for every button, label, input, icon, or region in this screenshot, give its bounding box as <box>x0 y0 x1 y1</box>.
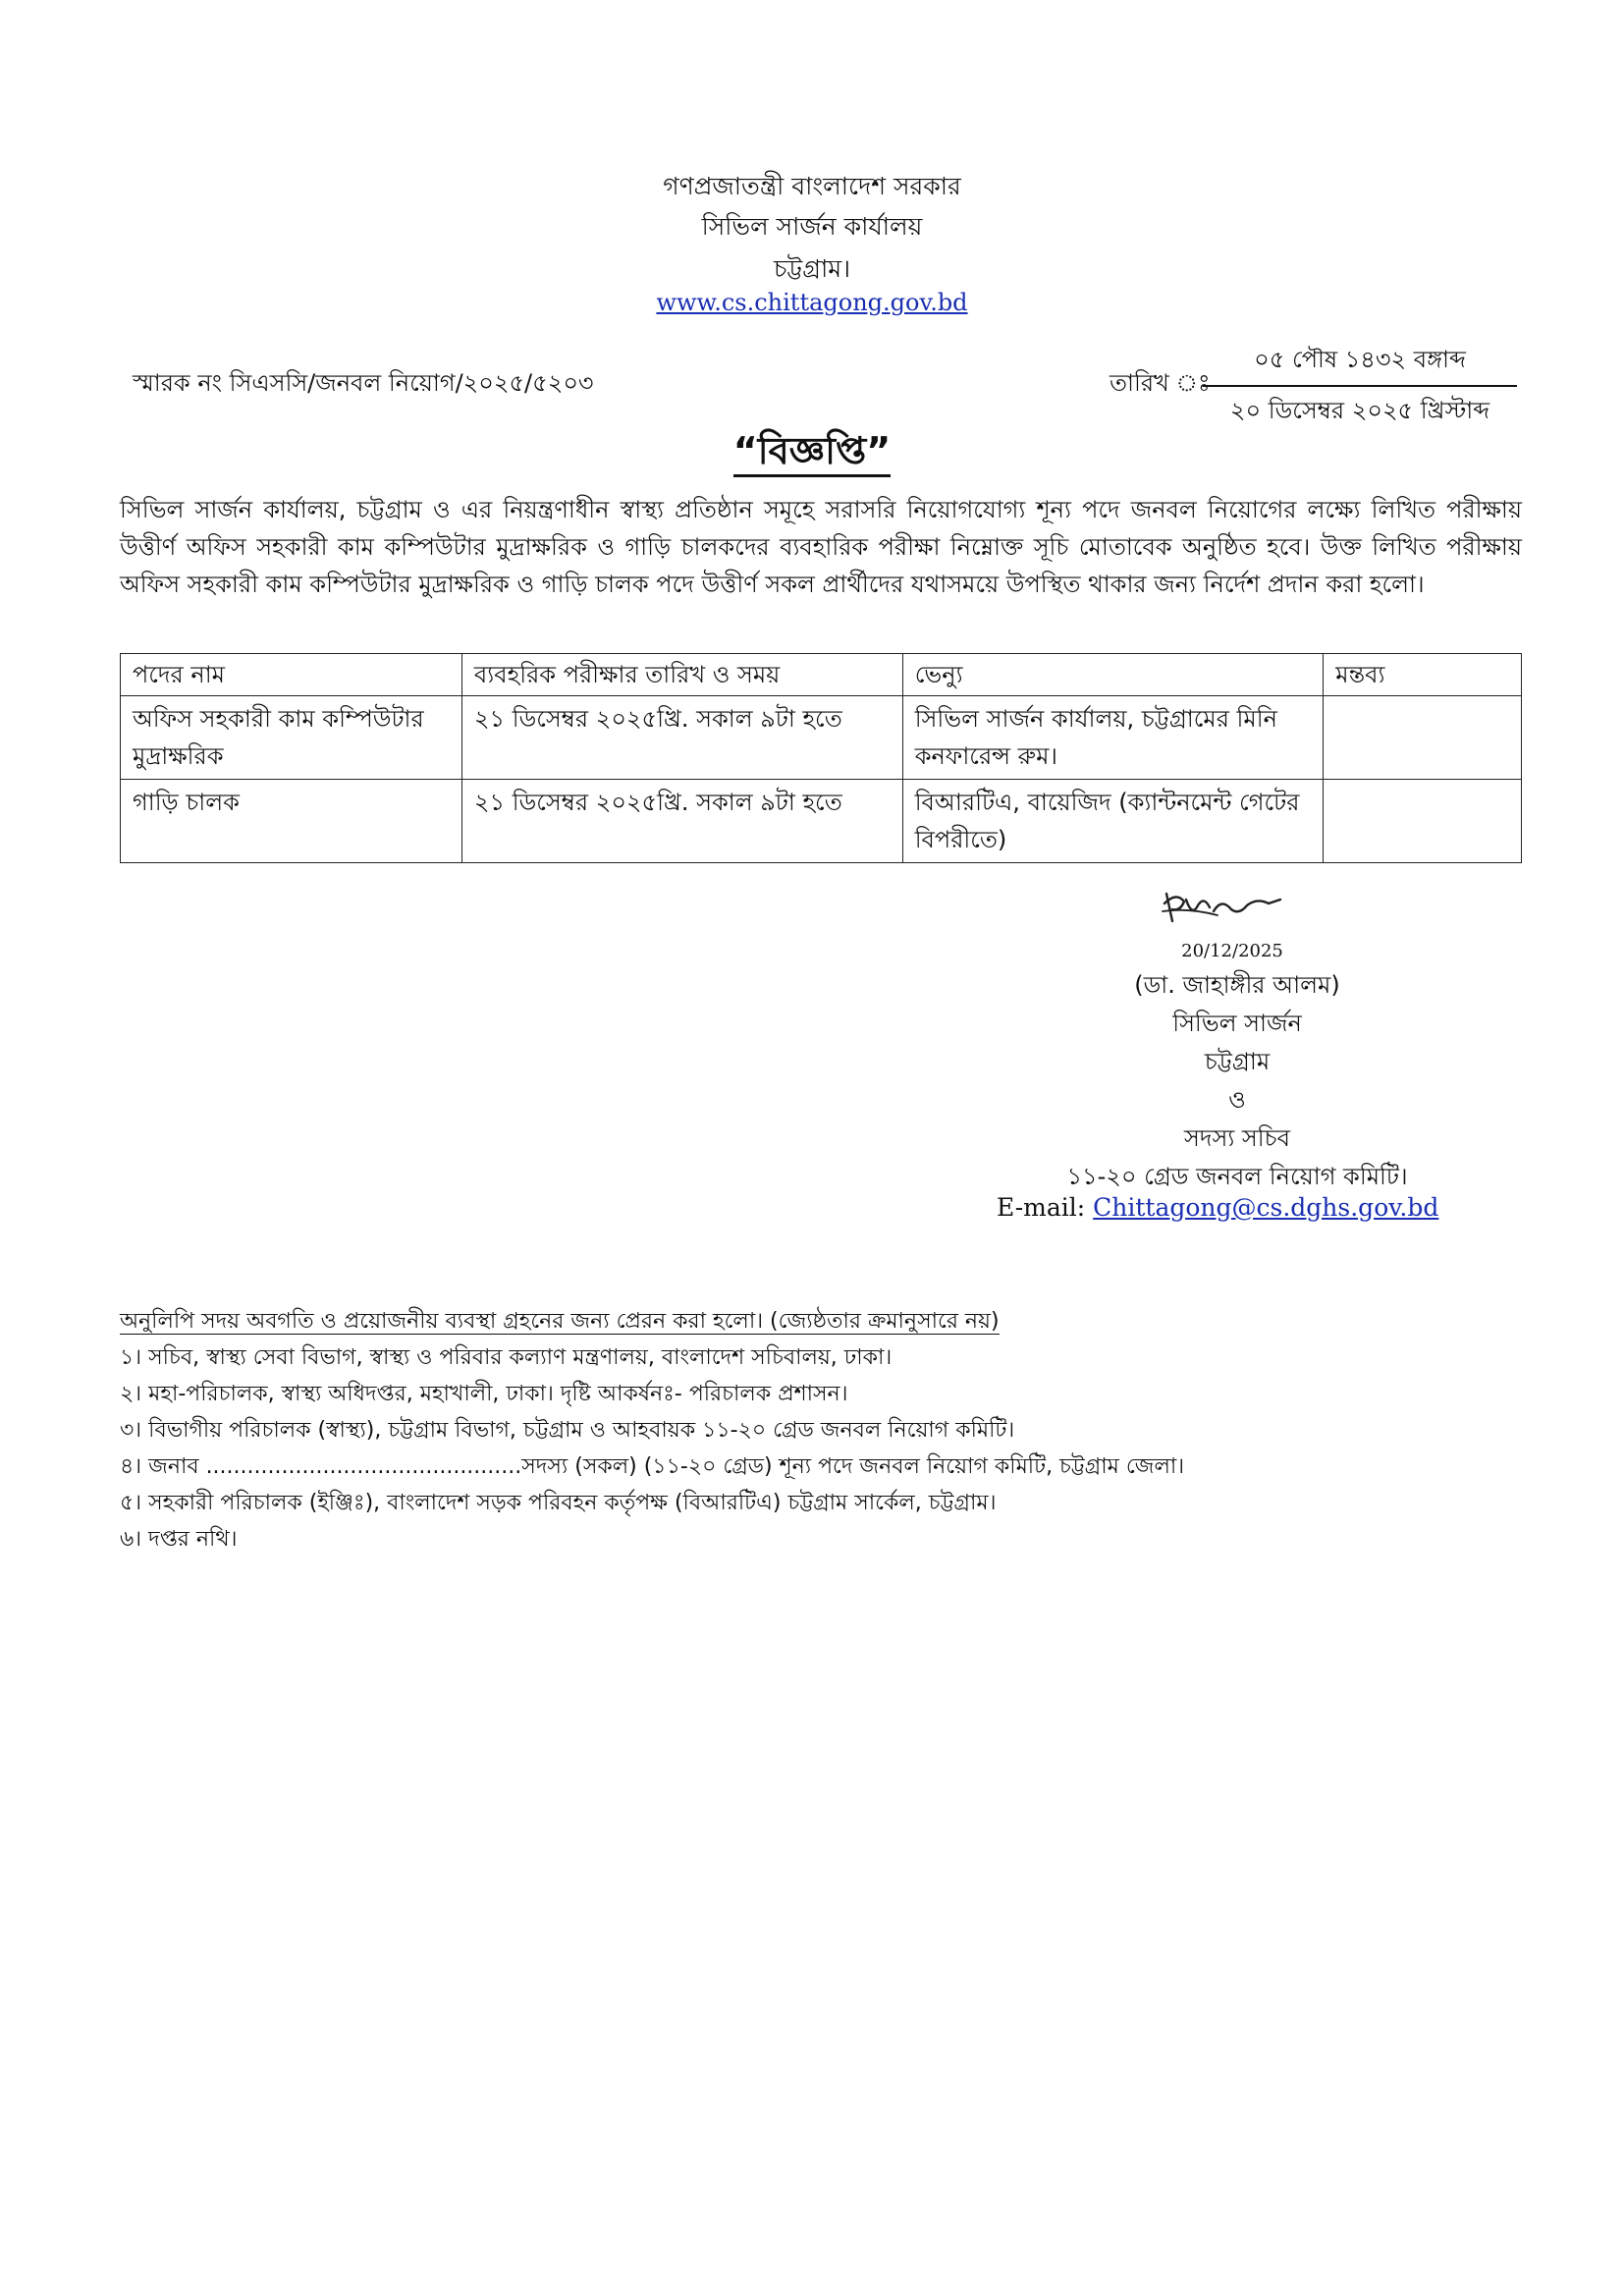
email-label: E-mail: <box>997 1193 1086 1222</box>
cc-list <box>120 1339 1184 1558</box>
signatory-designation: সিভিল সার্জন <box>1172 1010 1302 1037</box>
table-header-row <box>121 654 1522 696</box>
list-item: ৬। দপ্তর নথি। <box>120 1527 238 1552</box>
signatory-role: সদস্য সচিব <box>1184 1124 1290 1152</box>
website-link[interactable]: www.cs.chittagong.gov.bd <box>656 289 968 316</box>
signature-date: 20/12/2025 <box>1181 941 1283 961</box>
signatory-committee: ১১-২০ গ্রেড জনবল নিয়োগ কমিটি। <box>1066 1163 1408 1190</box>
cc-heading-text: অনুলিপি সদয় অবগতি ও প্রয়োজনীয় ব্যবস্থা গ্রহনের জন্য প্রেরন করা হলো। (জ্যেষ্ঠতার ক্রমানুসারে নয়) <box>120 1309 1000 1334</box>
signatory-conjunction: ও <box>1228 1086 1246 1114</box>
list-item: ৪। জনাব ..............................................সদস্য (সকল) (১১-২০ গ্রেড) শূন্য পদে জনবল নিয়োগ কমিটি, চট্টগ্রাম জেলা। <box>120 1454 1185 1479</box>
memo-reference: স্মারক নং সিএসসি/জনবল নিয়োগ/২০২৫/৫২০৩ <box>133 369 594 397</box>
email-line <box>997 1193 1438 1222</box>
signatory-location: চট্টগ্রাম <box>1204 1048 1271 1075</box>
cell-datetime: ২১ ডিসেম্বর ২০২৫খ্রি. সকাল ৯টা হতে <box>461 696 902 780</box>
office-name: সিভিল সার্জন কার্যালয় <box>701 212 923 241</box>
signatory-block <box>972 966 1502 1196</box>
cell-remarks <box>1324 696 1522 780</box>
list-item: ২। মহা-পরিচালক, স্বাস্থ্য অধিদপ্তর, মহাখালী, ঢাকা। দৃষ্টি আকর্ষনঃ- পরিচালক প্রশাসন। <box>120 1382 848 1406</box>
header-remarks: মন্তব্য <box>1324 654 1522 696</box>
table-row <box>121 780 1522 863</box>
header-post: পদের নাম <box>121 654 462 696</box>
cell-venue: বিআরটিএ, বায়েজিদ (ক্যান্টনমেন্ট গেটের বিপরীতে) <box>902 780 1324 863</box>
list-item: ৩। বিভাগীয় পরিচালক (স্বাস্থ্য), চট্টগ্রাম বিভাগ, চট্টগ্রাম ও আহবায়ক ১১-২০ গ্রেড জনবল নিয়োগ কমিটি। <box>120 1418 1015 1443</box>
cell-venue: সিভিল সার্জন কার্যালয়, চট্টগ্রামের মিনি কনফারেন্স রুম। <box>902 696 1324 780</box>
email-link[interactable]: Chittagong@cs.dghs.gov.bd <box>1093 1193 1439 1222</box>
cell-post: গাড়ি চালক <box>121 780 462 863</box>
notice-title-text: “বিজ্ঞপ্তি” <box>733 429 891 477</box>
notice-body: সিভিল সার্জন কার্যালয়, চট্টগ্রাম ও এর নিয়ন্ত্রণাধীন স্বাস্থ্য প্রতিষ্ঠান সমূহে সরাসরি নিয়োগযোগ্য শূন্য পদে জনবল নিয়োগের লক্ষ্যে লিখিত পরীক্ষায় উত্তীর্ণ অফিস সহকারী কাম কম্পিউটার মুদ্রাক্ষরিক ও গাড়ি চালকদের ব্যবহারিক পরীক্ষা নিম্নোক্ত সূচি মোতাবেক অনুষ্ঠিত হবে। উক্ত লিখিত পরীক্ষায় অফিস সহকারী কাম কম্পিউটার মুদ্রাক্ষরিক ও গাড়ি চালক পদে উত্তীর্ণ সকল প্রার্থীদের যথাসময়ে উপস্থিত থাকার জন্য নির্দেশ প্রদান করা হলো। <box>120 496 1522 598</box>
office-location: চট্টগ্রাম। <box>773 254 851 283</box>
date-block <box>1203 342 1517 432</box>
govt-name: গণপ্রজাতন্ত্রী বাংলাদেশ সরকার <box>663 172 961 200</box>
header-venue: ভেন্যু <box>902 654 1324 696</box>
date-gregorian: ২০ ডিসেম্বর ২০২৫ খ্রিস্টাব্দ <box>1229 397 1490 424</box>
cc-heading <box>120 1304 1000 1340</box>
table-row <box>121 696 1522 780</box>
handwritten-signature <box>1159 882 1286 931</box>
cell-datetime: ২১ ডিসেম্বর ২০২৫খ্রি. সকাল ৯টা হতে <box>461 780 902 863</box>
signatory-name: (ডা. জাহাঙ্গীর আলম) <box>1134 971 1340 999</box>
cell-post: অফিস সহকারী কাম কম্পিউটার মুদ্রাক্ষরিক <box>121 696 462 780</box>
cell-remarks <box>1324 780 1522 863</box>
exam-schedule-table <box>120 653 1522 863</box>
date-label: তারিখ ঃ <box>1110 369 1211 397</box>
list-item: ৫। সহকারী পরিচালক (ইঞ্জিঃ), বাংলাদেশ সড়ক পরিবহন কর্তৃপক্ষ (বিআরটিএ) চট্টগ্রাম সার্কেল, চট্টগ্রাম। <box>120 1491 997 1515</box>
date-bangla: ০৫ পৌষ ১৪৩২ বঙ্গাব্দ <box>1203 342 1517 387</box>
notice-title <box>0 422 1624 485</box>
list-item: ১। সচিব, স্বাস্থ্য সেবা বিভাগ, স্বাস্থ্য ও পরিবার কল্যাণ মন্ত্রণালয়, বাংলাদেশ সচিবালয়, ঢাকা। <box>120 1345 893 1370</box>
header-datetime: ব্যবহরিক পরীক্ষার তারিখ ও সময় <box>461 654 902 696</box>
